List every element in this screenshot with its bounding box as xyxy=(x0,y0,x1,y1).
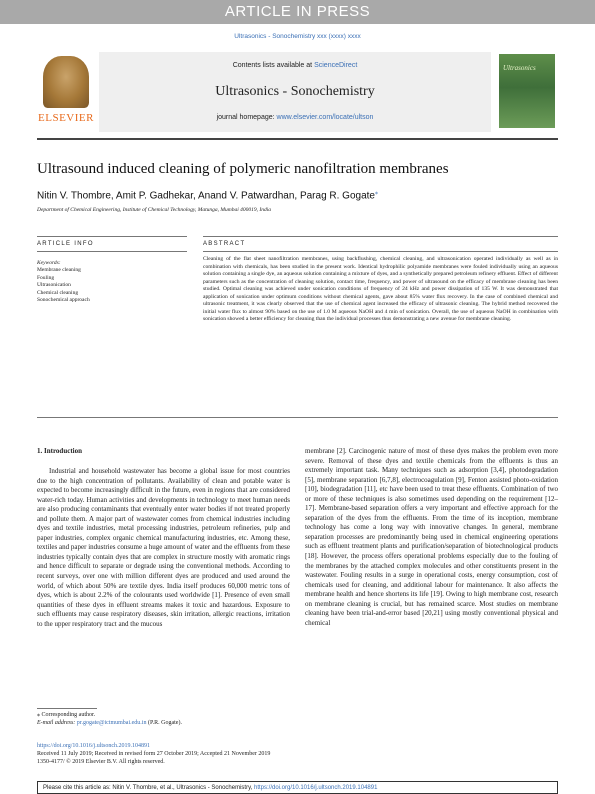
body-column-left xyxy=(37,467,290,629)
journal-homepage-link[interactable]: www.elsevier.com/locate/ultson xyxy=(276,114,374,121)
article-info-heading: ARTICLE INFO xyxy=(37,241,94,247)
publication-info xyxy=(37,742,437,766)
article-info-rule xyxy=(37,251,187,252)
journal-masthead xyxy=(37,52,558,134)
body-column-right xyxy=(305,447,558,628)
body-paragraph: Industrial and household wastewater has become a global issue for most countries due to the high concentration of pollutants. Availability of clean and potable water is expected to become increasingly difficult in the future, even in regions that are considered water-rich today. Human activities and developments in technology to meet human needs are also producing contaminants that eventually enter water bodies if not treated properly and pollute them. A major part of wastewater comes from chemical industries including dyes and textile industries, metal processing industries, petroleum refineries, pulp and paper industries, complex organic chemical manufacturing industries, etc. Among these, textiles and paper industries consume a huge amount of water and the effluents from these industries typically contain dyes that are complex in structure mostly with aromatic rings and hence difficult to separate or degrade using the conventional methods. According to recent surveys, over one with million different dyes are produced and used around the world, of which about 50% are textile dyes. India itself produces 60,000 metric tons of dyes, which is about 2.2% of the colourants used worldwide [1]. Presence of even small quantities of these dyes in effluent streams makes it toxic and hazardous. Exposure to such effluents may cause respiratory diseases, skin irritation, allergic reactions, irritation to the upper respiratory tract and the mucous xyxy=(37,467,290,628)
elsevier-tree-icon xyxy=(43,56,89,108)
elsevier-logo[interactable] xyxy=(37,52,95,130)
masthead-divider xyxy=(37,138,558,140)
corresponding-author-note: ⁎ Corresponding author. xyxy=(37,712,96,718)
footnote-rule xyxy=(37,708,97,709)
email-line: E-mail address: pr.gogate@ictmumbai.edu.in (P.R. Gogate). xyxy=(37,720,182,726)
abstract-text: Cleaning of the flat sheet nanofiltration membranes, using backflushing, chemical cleaning, and ultrasonication operated individually as well as in combination with chemicals, has been studied in the present work. Identical hydrophilic polyamide membranes were fouled individually using an aqueous solution containing a single dye, an aqueous solution containing a mixture of dyes, and a synthetically prepared petroleum refinery effluent. Effect of different parameters such as the concentration of cleaning solution, contact time, frequency, and power of ultrasound on the efficacy of membrane cleaning has been studied. Optimal cleaning was achieved under sonication conditions of frequency of 24 kHz and power dissipation of 135 W. It was demonstrated that application of sonication under optimum conditions without chemical agents, gave about 85% water flux recovery. In the case of combined chemical and ultrasonic treatment, it was clearly observed that the use of chemical agent increased the efficacy of ultrasonic cleaning. The hybrid method recovered the initial water flux to almost 90% based on the use of 1.0 M aqueous NaOH and 4 min of sonication. Overall, the use of aqueous NaOH in combination with sonication showed a better efficiency for cleaning than the individual processes thus demonstrating a new avenue for membrane cleaning. xyxy=(203,256,558,322)
publisher-name: ELSEVIER xyxy=(38,112,94,124)
sciencedirect-link[interactable]: ScienceDirect xyxy=(314,62,358,69)
keyword-item: Chemical cleaning xyxy=(37,289,79,296)
doi-link[interactable]: https://doi.org/10.1016/j.ultsonch.2019.104891 xyxy=(37,743,151,749)
journal-homepage-line: journal homepage: www.elsevier.com/locate/ultson xyxy=(216,114,374,121)
author-list: Nitin V. Thombre, Amit P. Gadhekar, Anand V. Patwardhan, Parag R. Gogate⁎ xyxy=(37,190,378,202)
article-title: Ultrasound induced cleaning of polymeric nanofiltration membranes xyxy=(37,161,449,177)
abstract-heading: ABSTRACT xyxy=(203,241,246,247)
keyword-item: Sonochemical approach xyxy=(37,297,90,304)
cover-title: Ultrasonics xyxy=(503,64,536,72)
introduction-heading: 1. Introduction xyxy=(37,447,82,455)
body-paragraph: membrane [2]. Carcinogenic nature of most of these dyes makes the problem even more severe. Removal of these dyes and textile chemicals from the effluents is thus an extremely important task. Many techniques such as adsorption [3,4], photodegradation [5], membrane separation [6,7,8], electrocoagulation [9], Fenton assisted photo-oxidation [10], biodegradation [11], etc have been used to treat these effluents. Combination of two or more of these techniques is also sometimes used depending on the requirement [12–17]. Membrane-based separation offers a very important and effective approach for the separation of the dyes from the effluents. From the time of its inception, membrane technology has come a long way with innovative changes. In general, membrane separation processes are predominantly being used in chemical engineering operations such as effluent treatment plants and purification/separation of biotechnological products [18]. However, the process offers operational problems especially due to the fouling of the membranes by the attached complex molecules and other constituents present in the wastewater. Fouling results in a surge in operational costs, energy consumption, cost of chemicals used for cleaning, and additional labour for maintenance. It also affects the membrane health and hence shortens its life [19]. Owing to high membrane cost, research on membrane cleaning is crucial, but has remained scarce. Most studies on membrane cleaning have been trial-and-error based [20,21] using mostly conventional physical and chemical xyxy=(305,447,558,627)
journal-cite-line[interactable]: Ultrasonics - Sonochemistry xxx (xxxx) xxxx xyxy=(234,33,361,40)
contents-line: Contents lists available at ScienceDirect xyxy=(232,62,358,69)
article-info-rule-top xyxy=(37,236,187,237)
abstract-bottom-rule xyxy=(37,417,558,418)
citation-doi-link[interactable]: https://doi.org/10.1016/j.ultsonch.2019.104891 xyxy=(253,785,378,791)
article-in-press-banner: ARTICLE IN PRESS xyxy=(0,0,595,24)
corresponding-author-mark[interactable]: ⁎ xyxy=(375,190,378,196)
citation-box: Please cite this article as: Nitin V. Thombre, et al., Ultrasonics - Sonochemistry, https://doi.org/10.1016/j.ultsonch.2019.104891 xyxy=(37,781,558,794)
abstract-rule-top xyxy=(203,236,558,237)
copyright-line: 1350-4177/ © 2019 Elsevier B.V. All rights reserved. xyxy=(37,759,165,765)
footnote xyxy=(37,711,337,727)
keywords-block xyxy=(37,260,167,304)
keyword-item: Fouling xyxy=(37,274,55,281)
keyword-item: Ultrasonication xyxy=(37,282,71,289)
affiliation: Department of Chemical Engineering, Institute of Chemical Technology, Matunga, Mumbai 400019, India xyxy=(37,207,271,213)
journal-name: Ultrasonics - Sonochemistry xyxy=(215,84,375,99)
email-link[interactable]: pr.gogate@ictmumbai.edu.in xyxy=(76,720,147,726)
abstract-rule xyxy=(203,251,558,252)
journal-cover-image[interactable] xyxy=(499,54,555,128)
keywords-title: Keywords: xyxy=(37,260,61,266)
masthead-center xyxy=(99,52,491,132)
keyword-item: Membrane cleaning xyxy=(37,267,81,274)
received-dates: Received 11 July 2019; Received in revised form 27 October 2019; Accepted 21 November 2019 xyxy=(37,751,271,757)
